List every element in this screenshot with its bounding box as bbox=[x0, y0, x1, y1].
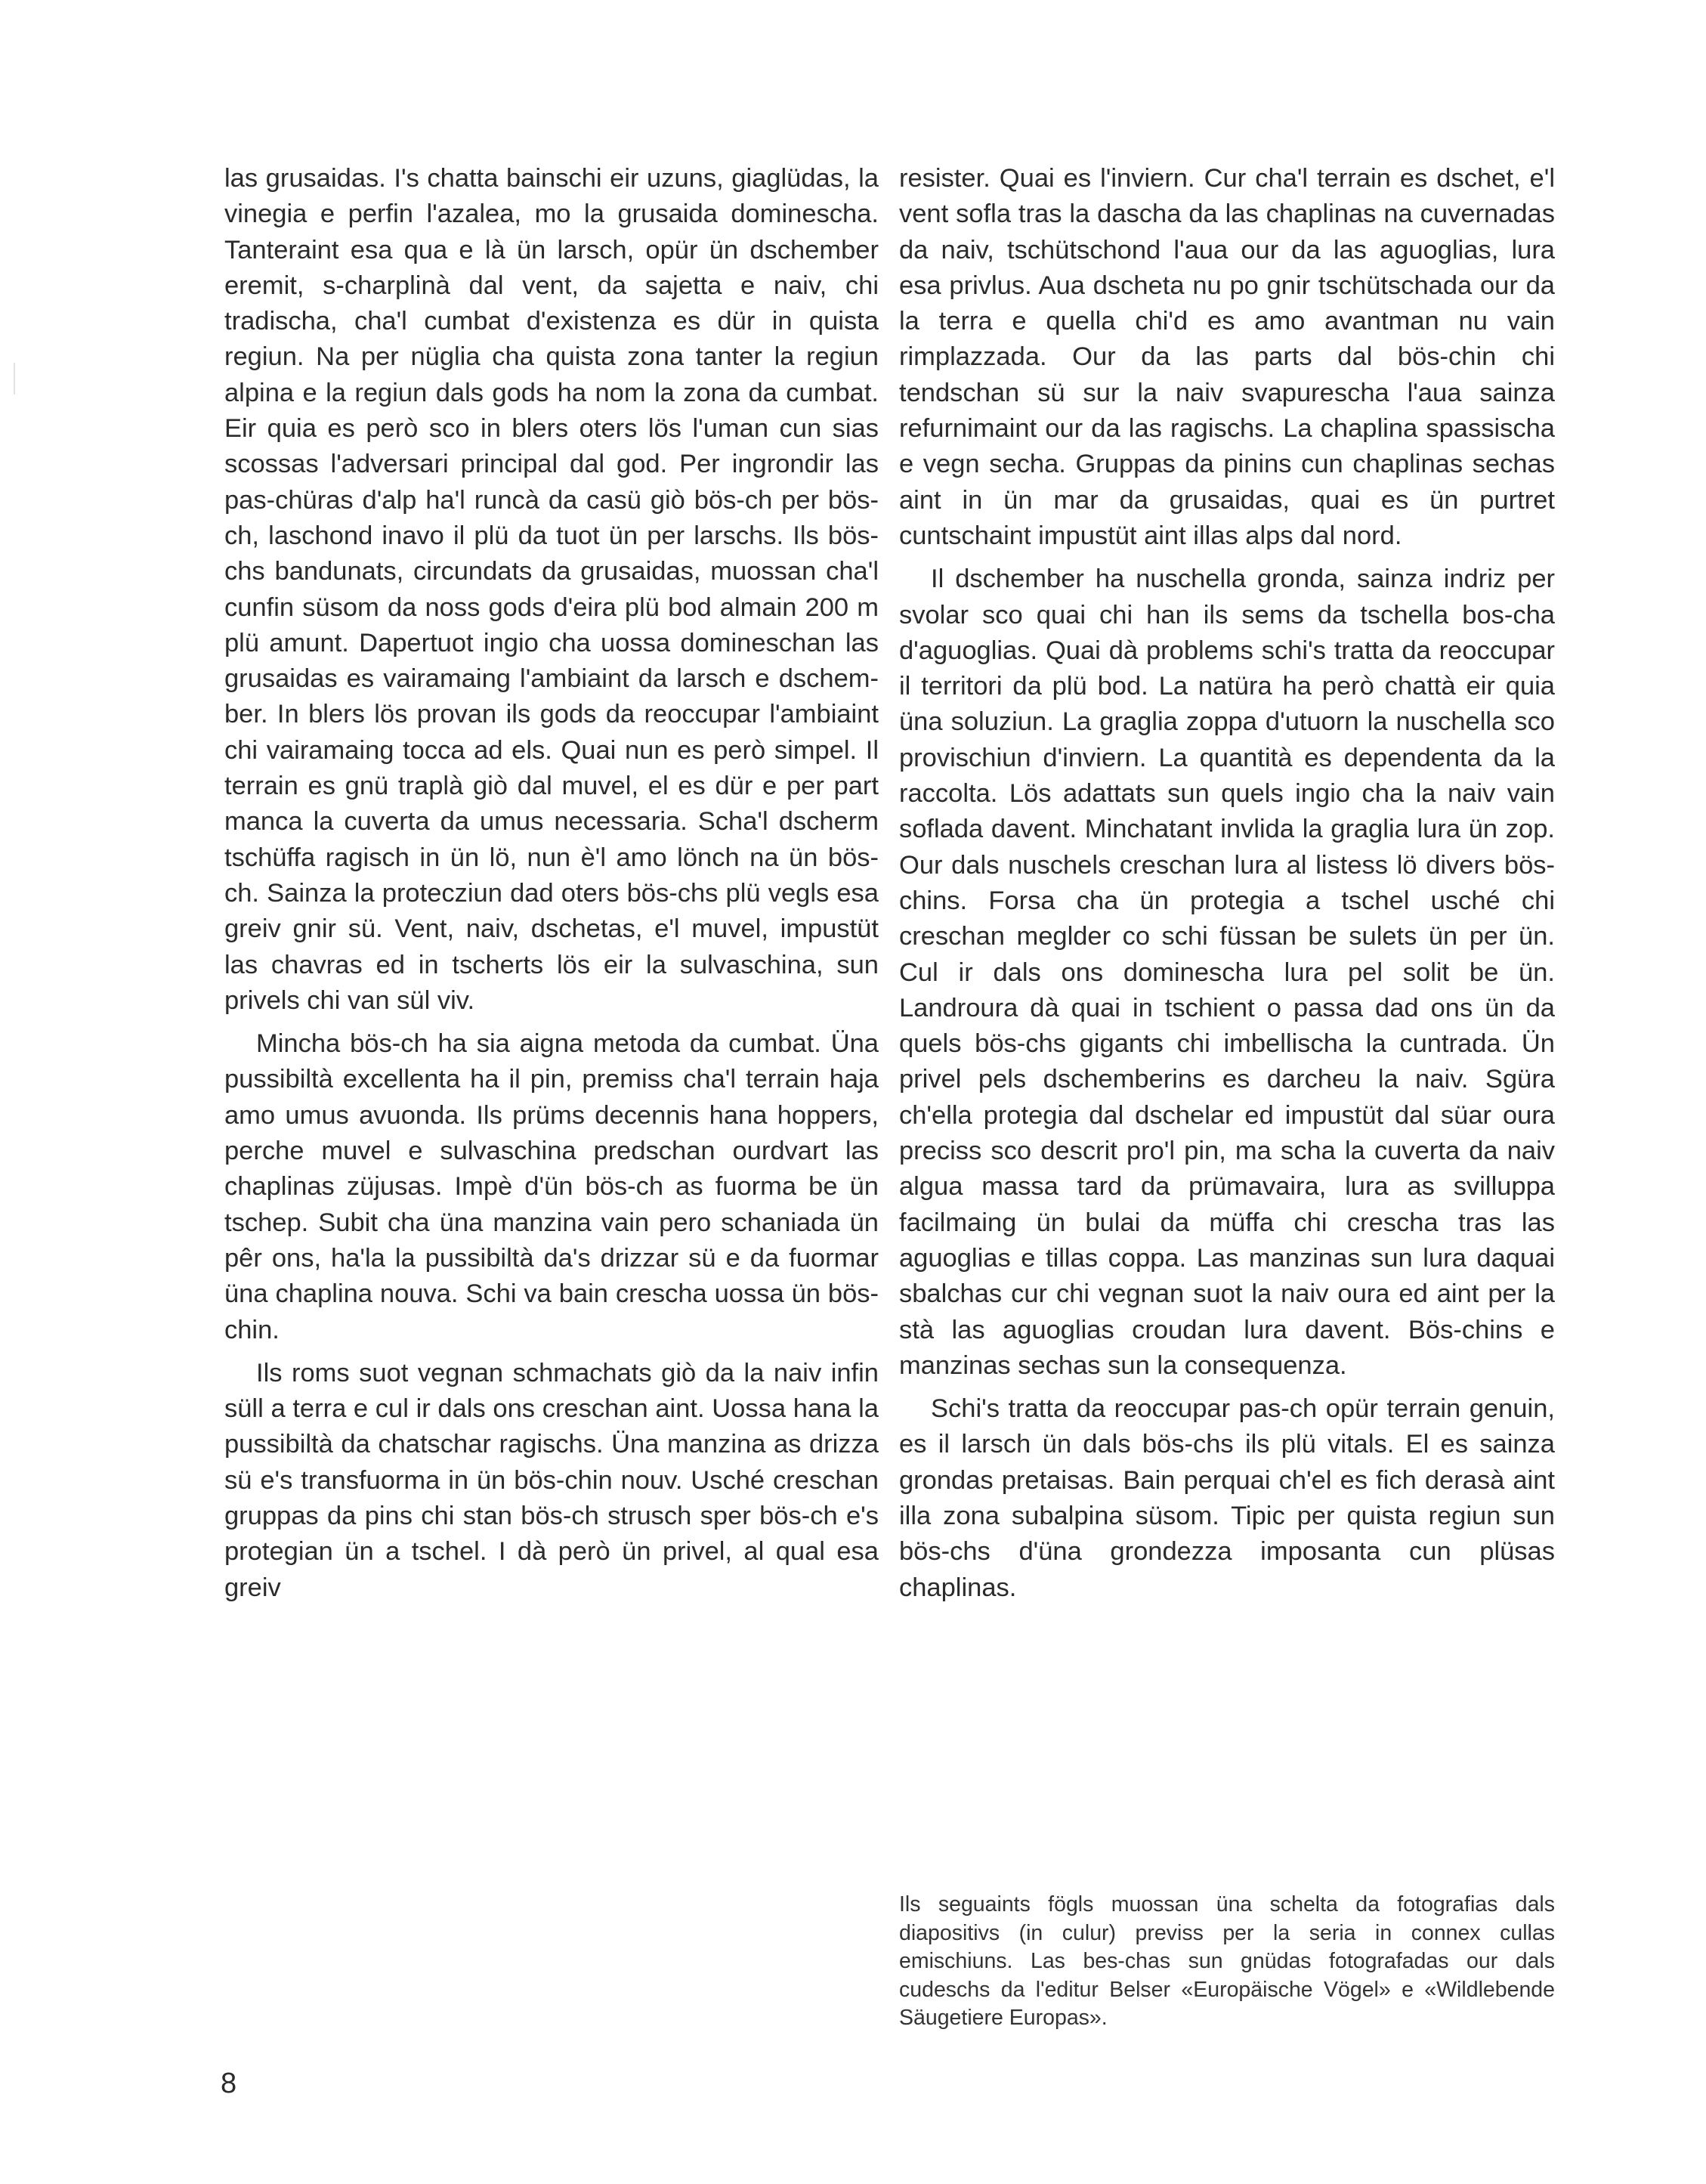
photo-note-caption: Ils seguaints fögls muossan üna schelta da fotografias dals diapositivs (in culur) previss per la seria in connex cullas emischiuns. Las bes-chas sun gnüdas fotografadas our dals cudeschs da l'editur Belser «Europäische Vögel» e «Wildlebende Säugetiere Europas». bbox=[899, 1892, 1555, 2030]
scan-edge-mark bbox=[14, 363, 15, 394]
body-paragraph: las grusaidas. I's chatta bainschi eir uzuns, giaglüdas, la vinegia e perfin l'azalea, mo la grusaida dominescha. Tanteraint esa qua e là ün larsch, opür ün dschember eremit, s-charplinà dal vent, da sajetta e naiv, chi tradischa, cha'l cumbat d'existenza es dür in quista regiun. Na per nüglia cha quista zona tanter la regiun alpina e la regiun dals gods ha nom la zona da cumbat. Eir quia es però sco in blers oters lös l'uman cun sias scossas l'adversari principal dal god. Per ingrondir las pas-chüras d'alp ha'l runcà da casü giò bös-ch per bös-ch, laschond inavo il plü da tuot ün per larschs. Ils bös-chs bandunats, circundats da grusaidas, muossan cha'l cunfin süsom da noss gods d'eira plü bod almain 200 m plü amunt. Dapertuot ingio cha uossa domineschan las grusaidas es vairamaing l'ambiaint da larsch e dschember. In blers lös provan ils gods da reoccupar l'ambiaint chi vairamaing tocca ad els. Quai nun es però simpel. Il terrain es gnü traplà giò dal muvel, el es dür e per part manca la cuverta da umus necessaria. Scha'l dscherm tschüffa ragisch in ün lö, nun è'l amo lönch na ün bös-ch. Sainza la protecziun dad oters bös-chs plü vegls esa greiv gnir sü. Vent, naiv, dschetas, e'l muvel, impustüt las chavras ed in tscherts lös eir la sulvaschina, sun privels chi van sül viv. bbox=[224, 164, 879, 1015]
body-paragraph: Ils roms suot vegnan schmachats giò da la naiv infin süll a terra e cul ir dals ons creschan aint. Uossa hana la pussibiltà da chatschar ragischs. Üna manzina as drizza sü e's transfuorma in ün bös-chin nouv. Usché creschan gruppas da pins chi stan bös-ch strusch sper bös-ch e's protegian ün a tschel. I dà però ün privel, al qual esa greiv bbox=[224, 1358, 879, 1602]
body-paragraph: resister. Quai es l'inviern. Cur cha'l terrain es dschet, e'l vent sofla tras la dascha da las chaplinas na cuvernadas da naiv, tschütschond l'aua our da las aguoglias, lura esa privlus. Aua dscheta nu po gnir tschütschada our da la terra e quella chi'd es amo avantman nu vain rimplazzada. Our da las parts dal bös-chin chi tendschan sü sur la naiv svapurescha l'aua sainza refurnimaint our da las ragischs. La chaplina spassischa e vegn secha. Gruppas da pinins cun chaplinas sechas aint in ün mar da grusaidas, quai es ün purtret cuntschaint impustüt aint illas alps dal nord. bbox=[899, 164, 1555, 550]
left-text-column bbox=[224, 161, 879, 1606]
body-paragraph: Mincha bös-ch ha sia aigna metoda da cumbat. Üna pussibiltà excellenta ha il pin, premiss cha'l terrain haja amo umus avuonda. Ils prüms decennis hana hoppers, perche muvel e sulvaschina predschan ourdvart las chaplinas züjusas. Impè d'ün bös-ch as fuorma be ün tschep. Subit cha üna manzina vain pero schaniada ün pêr ons, ha'la la pussibiltà da's drizzar sü e da fuormar üna chaplina nouva. Schi va bain crescha uossa ün bös-chin. bbox=[224, 1029, 879, 1344]
page-number: 8 bbox=[221, 2068, 237, 2099]
right-text-column bbox=[899, 161, 1555, 1606]
body-paragraph: Il dschember ha nuschella gronda, sainza indriz per svolar sco quai chi han ils sems da tschella bos-cha d'aguoglias. Quai dà problems schi's tratta da reoccupar il territori da plü bod. La natüra ha però chattà eir quia üna soluziun. La graglia zoppa d'utuorn la nuschella sco provischiun d'inviern. La quantità es dependenta da la raccolta. Lös adattats sun quels ingio cha la naiv vain soflada davent. Minchatant invlida la graglia lura ün zop. Our dals nuschels creschan lura al listess lö divers bös-chins. Forsa cha ün protegia a tschel usché chi creschan meglder co schi füssan be sulets ün per ün. Cul ir dals ons dominescha lura pel solit be ün. Landroura dà quai in tschient o passa dad ons ün da quels bös-chs gigants chi imbellischa la cuntrada. Ün privel pels dschemberins es darcheu la naiv. Sgüra ch'ella protegia dal dschelar ed impustüt dal süar oura preciss sco descrit pro'l pin, ma scha la cuverta da naiv algua massa tard da prümavaira, lura as svilluppa facilmaing ün bulai da müffa chi crescha tras las aguoglias e tillas coppa. Las manzinas sun lura daquai sbalchas cur chi vegnan suot la naiv oura ed aint per la stà las aguoglias croudan lura davent. Bös-chins e manzinas sechas sun la consequenza. bbox=[899, 565, 1555, 1380]
body-paragraph: Schi's tratta da reoccupar pas-ch opür terrain genuin, es il larsch ün dals bös-chs ils plü vitals. El es sainza grondas pretaisas. Bain perquai ch'el es fich derasà aint illa zona subalpina süsom. Tipic per quista regiun sun bös-chs d'üna grondezza imposanta cun plüsas chaplinas. bbox=[899, 1394, 1555, 1602]
